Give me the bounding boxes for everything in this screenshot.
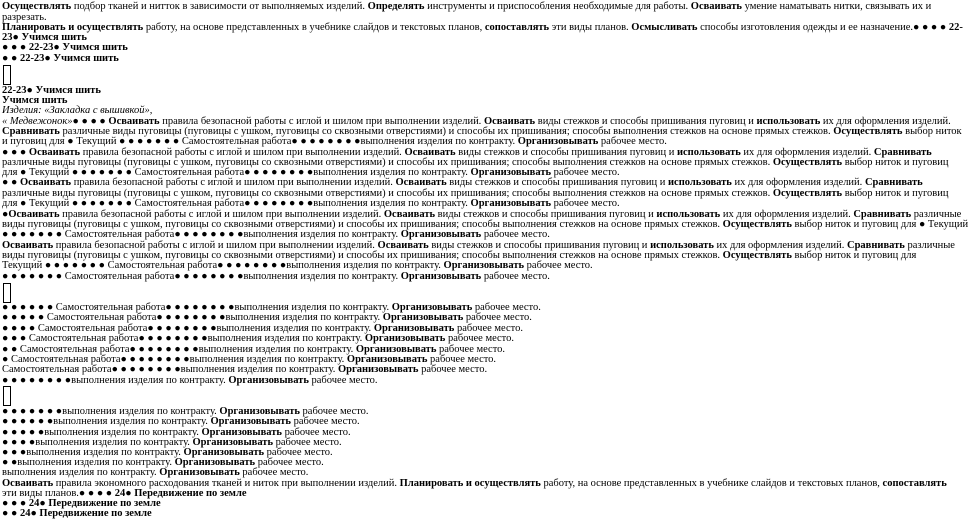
bold-text: Организовывать [470,167,552,178]
text-run: для ● Текущий ● ● ● ● ● ● ● Самостоятельная работа● ● ● ● ● ● ● ●выполнения изделия по контракту. [2,167,471,178]
bold-text: 22-23● Учимся шить [28,42,128,53]
text-run: выбор ниток и пуговиц для [791,250,917,261]
text-run: рабочее место. [445,333,514,344]
bold-text: Осмысливать [631,22,698,33]
bold-text: Организовывать [346,354,428,365]
bold-text: Сравнивать [847,240,905,251]
text-run: рабочее место. [463,312,532,323]
text-run: правила безопасной работы с иглой и шилом при выполнении изделий. [71,177,396,188]
bold-text: ● ● [2,53,20,64]
bold-text: 24● Передвижение по земле [19,508,152,519]
bold-text: Организовывать [391,302,473,313]
text-run: работу, на основе представленных в учебнике слайдов и текстовых планов, [540,478,883,489]
bold-text: использовать [656,209,721,220]
text-run: рабочее место. [308,375,378,386]
text-run: рабочее место. [273,437,342,448]
text-run: рабочее место. [281,427,351,438]
bold-text: Осуществлять [772,157,843,168]
bold-text: Сравнивать [2,126,60,137]
bold-text: Организовывать [159,467,240,478]
bold-text: 22-23● Учимся шить [19,53,119,64]
text-run: их для оформления изделий. [820,116,951,127]
bold-text: Осваивать [395,177,447,188]
text-run: ● ● ● ● ● Самостоятельная работа● ● ● ● ● ● ● ●выполнения изделия по контракту. [2,312,383,323]
text-run: ● ● ● ● Самостоятельная работа● ● ● ● ● ● ● ●выполнения изделия по контракту. [2,323,374,334]
bold-text: Организовывать [382,312,464,323]
bold-text: Осваивать [28,147,81,158]
text-run: различные виды пуговицы (пуговицы с ушком, пуговицы со сквозными отверстиями) и способы их пришивания; способы выполнения стежков на основе прямых стежков. [59,126,834,137]
text-run: виды стежков и способы пришивания пуговиц и [435,209,657,220]
text-run: для ● Текущий ● ● ● ● ● ● ● Самостоятельная работа● ● ● ● ● ● ● ●выполнения изделия по контракту. [2,198,471,209]
italic-text: « Медвежонок» [2,116,73,127]
bold-text: Сравнивать [853,209,912,220]
bold-text: Сравнивать [873,147,932,158]
text-run: умение наматывать нитки, связывать их и [741,1,932,12]
text-run: правила безопасной работы с иглой и шилом при выполнении изделий. [80,147,405,158]
text-run: рабочее место. [290,416,360,427]
text-run: рабочее место. [299,406,369,417]
bold-text: ● ● [2,508,20,519]
text-run: ● Самостоятельная работа● ● ● ● ● ● ● ●выполнения изделия по контракту. [2,354,347,365]
bold-text: Организовывать [183,447,265,458]
bold-text: ● ● ● [2,498,29,509]
text-run: выбор ниток и пуговиц [842,188,949,199]
text-run: ● ● ●выполнения изделия по контракту. [2,447,184,458]
bold-text: Осваивать [690,1,742,12]
text-run: разрезать. [2,12,47,23]
text-run: ● [2,209,9,220]
text-cursor-marker [3,283,11,303]
bold-text: Осваивать [108,116,160,127]
bold-text: Осуществлять [772,188,843,199]
bold-text: Организовывать [400,229,482,240]
bold-text: Организовывать [210,416,291,427]
text-run: выполнения изделия по контракту. [2,467,160,478]
bold-text: Осуществлять [722,250,792,261]
text-run: эти виды планов. [549,22,632,33]
bold-text: Осваивать [404,147,456,158]
text-run: ● ● ● ● ●выполнения изделия по контракту. [2,427,202,438]
bold-text: 24● Передвижение по земле [28,498,161,509]
text-run: рабочее место. [454,323,523,334]
bold-text: Осуществлять [2,1,72,12]
text-line [2,43,814,54]
bold-text: ● ● ● [2,42,29,53]
bold-text: Организовывать [228,375,309,386]
text-run: рабочее место. [551,167,620,178]
text-run: Текущий ● ● ● ● ● ● ● Самостоятельная работа● ● ● ● ● ● ● ●выполнения изделия по контракту. [2,260,444,271]
text-run: ● ● ● [2,147,29,158]
text-run: виды стежков и способы пришивания пуговиц и [428,240,651,251]
text-run: рабочее место. [239,467,309,478]
text-run: рабочее место. [472,302,541,313]
bold-text: использовать [756,116,821,127]
text-run: виды стежков и способы пришивания пуговиц и [455,147,677,158]
text-run: правила экономного расходования тканей и ниток при выполнении изделий. [53,478,400,489]
text-run: выбор ниток и пуговиц для ● Текущий [791,219,968,230]
text-cursor-marker [3,386,11,406]
text-run: рабочее место. [598,136,667,147]
text-line [2,54,814,65]
bold-text: использовать [668,177,732,188]
bold-text: Осуществлять [722,219,792,230]
bold-text: Осваивать [2,478,54,489]
bold-text: 22- [948,22,963,33]
text-run: ● ● Самостоятельная работа● ● ● ● ● ● ● ●выполнения изделия по контракту. [2,344,356,355]
bold-text: Сравнивать [864,177,923,188]
text-cursor-marker [3,65,11,85]
text-run: ● ●выполнения изделия по контракту. [2,457,175,468]
text-line [2,1,932,13]
text-run: подбор тканей и нитток в зависимости от выполняемых изделий. [71,1,368,12]
bold-text: сопоставлять [484,22,550,33]
text-run: инструменты и приспособления необходимые для работы. [424,1,691,12]
text-run: выбор ниток [902,126,962,137]
bold-text: Осваивать [483,116,536,127]
text-run: ● ● ● ● ● ● ● Самостоятельная работа● ● ● ● ● ● ● ●выполнения изделия по контракту. [2,229,401,240]
text-run: ● ● ● Самостоятельная работа● ● ● ● ● ● ● ●выполнения изделия по контракту. [2,333,365,344]
bold-text: Определять [367,1,425,12]
bold-text: Планировать и осуществлять [399,478,541,489]
bold-text: Осваивать [377,240,429,251]
bold-text: 23● Учимся шить [2,32,87,43]
text-run: ● ● ● ● ● ● ● Самостоятельная работа● ● ● ● ● ● ● ●выполнения изделия по контракту. [2,271,401,282]
bold-text: сопоставлять [882,478,947,489]
bold-text: Организовывать [355,344,437,355]
text-run: рабочее место. [481,229,550,240]
text-run: ● ● ● ●выполнения изделия по контракту. [2,437,193,448]
text-run: ● ● ● ● ● ● ●выполнения изделия по контракту. [2,406,220,417]
text-line [2,376,814,387]
text-run: их для оформления изделий. [731,177,865,188]
text-run: рабочее место. [255,457,324,468]
text-run: различные виды пуговицы (пуговицы с ушком, пуговицы со сквозными отверстиями) и способы их пришивания; способы выполнения стежков на основе прямых стежков. [2,188,773,199]
text-run: виды стежков и способы пришивания пуговиц и [535,116,757,127]
text-run: правила безопасной работы с иглой и шилом при выполнении изделий. [159,116,484,127]
bold-text: Организовывать [192,437,274,448]
text-run: правила безопасной работы с иглой и шилом при выполнении изделий. [59,209,384,220]
bold-text: 22-23● Учимся шить [2,85,101,96]
text-run: выбор ниток и пуговиц [842,157,949,168]
bold-text: Организовывать [470,198,552,209]
text-run: эти виды планов.● ● ● ● [2,488,115,499]
text-run: способы изготовления одежды и ее назначение.● ● ● ● [697,22,949,33]
bold-text: использовать [676,147,741,158]
text-run: рабочее место. [264,447,333,458]
text-run: виды пуговицы (пуговицы с ушком, пуговицы со сквозными отверстиями) и способы их пришивания; способы выполнения стежков на основе прямых стежков. [2,250,723,261]
text-run: рабочее место. [524,260,593,271]
bold-text: Организовывать [219,406,300,417]
text-run: ● ● ● ● [72,116,109,127]
text-line [2,272,814,283]
text-run: ● ● ● ● ● ●выполнения изделия по контракту. [2,416,211,427]
text-run: ● ● ● ● ● ● ● ●выполнения изделия по контракту. [2,375,229,386]
text-run: их для оформления изделий. [740,147,874,158]
bold-text: Организовывать [400,271,482,282]
bold-text: Организовывать [337,364,419,375]
text-run: ● ● [2,177,20,188]
bold-text: Осваивать [8,209,60,220]
bold-text: Организовывать [201,427,282,438]
bold-text: Осуществлять [833,126,903,137]
bold-text: Планировать и осуществлять [2,22,144,33]
text-run: и пуговиц для ● Текущий ● ● ● ● ● ● ● Самостоятельная работа● ● ● ● ● ● ● ●выполнения изделия по контракту. [2,136,518,147]
text-run: рабочее место. [427,354,497,365]
text-run: рабочее место. [418,364,488,375]
bold-text: Учимся шить [2,95,68,106]
text-run: различные [904,240,955,251]
bold-text: использовать [650,240,714,251]
italic-text: Изделия: «Закладка с вышивкой», [2,105,153,116]
text-run: виды пуговицы (пуговицы с ушком, пуговицы со сквозными отверстиями) и способы их пришивания; способы выполнения стежков на основе прямых стежков. [2,219,723,230]
text-run: ● ● ● ● ● ● Самостоятельная работа● ● ● ● ● ● ● ●выполнения изделия по контракту. [2,302,392,313]
text-run: рабочее место. [436,344,506,355]
bold-text: Осваивать [2,240,54,251]
bold-text: Организовывать [364,333,446,344]
text-run: рабочее место. [551,198,620,209]
text-run: Самостоятельная работа● ● ● ● ● ● ● ●выполнения изделия по контракту. [2,364,338,375]
bold-text: Организовывать [174,457,256,468]
bold-text: Осваивать [383,209,436,220]
text-run: рабочее место. [481,271,550,282]
bold-text: 24● Передвижение по земле [114,488,247,499]
text-run: их для оформления изделий. [713,240,847,251]
text-run: различные [911,209,962,220]
text-run: различные виды пуговицы (пуговицы с ушком, пуговицы со сквозными отверстиями) и способы их пришивания; способы выполнения стежков на основе прямых стежков. [2,157,773,168]
text-run: правила безопасной работы с иглой и шилом при выполнении изделий. [53,240,378,251]
bold-text: Организовывать [373,323,455,334]
bold-text: Осваивать [19,177,72,188]
text-run: виды стежков и способы пришивания пуговиц и [446,177,668,188]
bold-text: Организовывать [517,136,599,147]
text-run: работу, на основе представленных в учебнике слайдов и текстовых планов, [143,22,485,33]
bold-text: Организовывать [443,260,525,271]
text-line [2,509,814,520]
text-run: их для оформления изделий. [720,209,854,220]
